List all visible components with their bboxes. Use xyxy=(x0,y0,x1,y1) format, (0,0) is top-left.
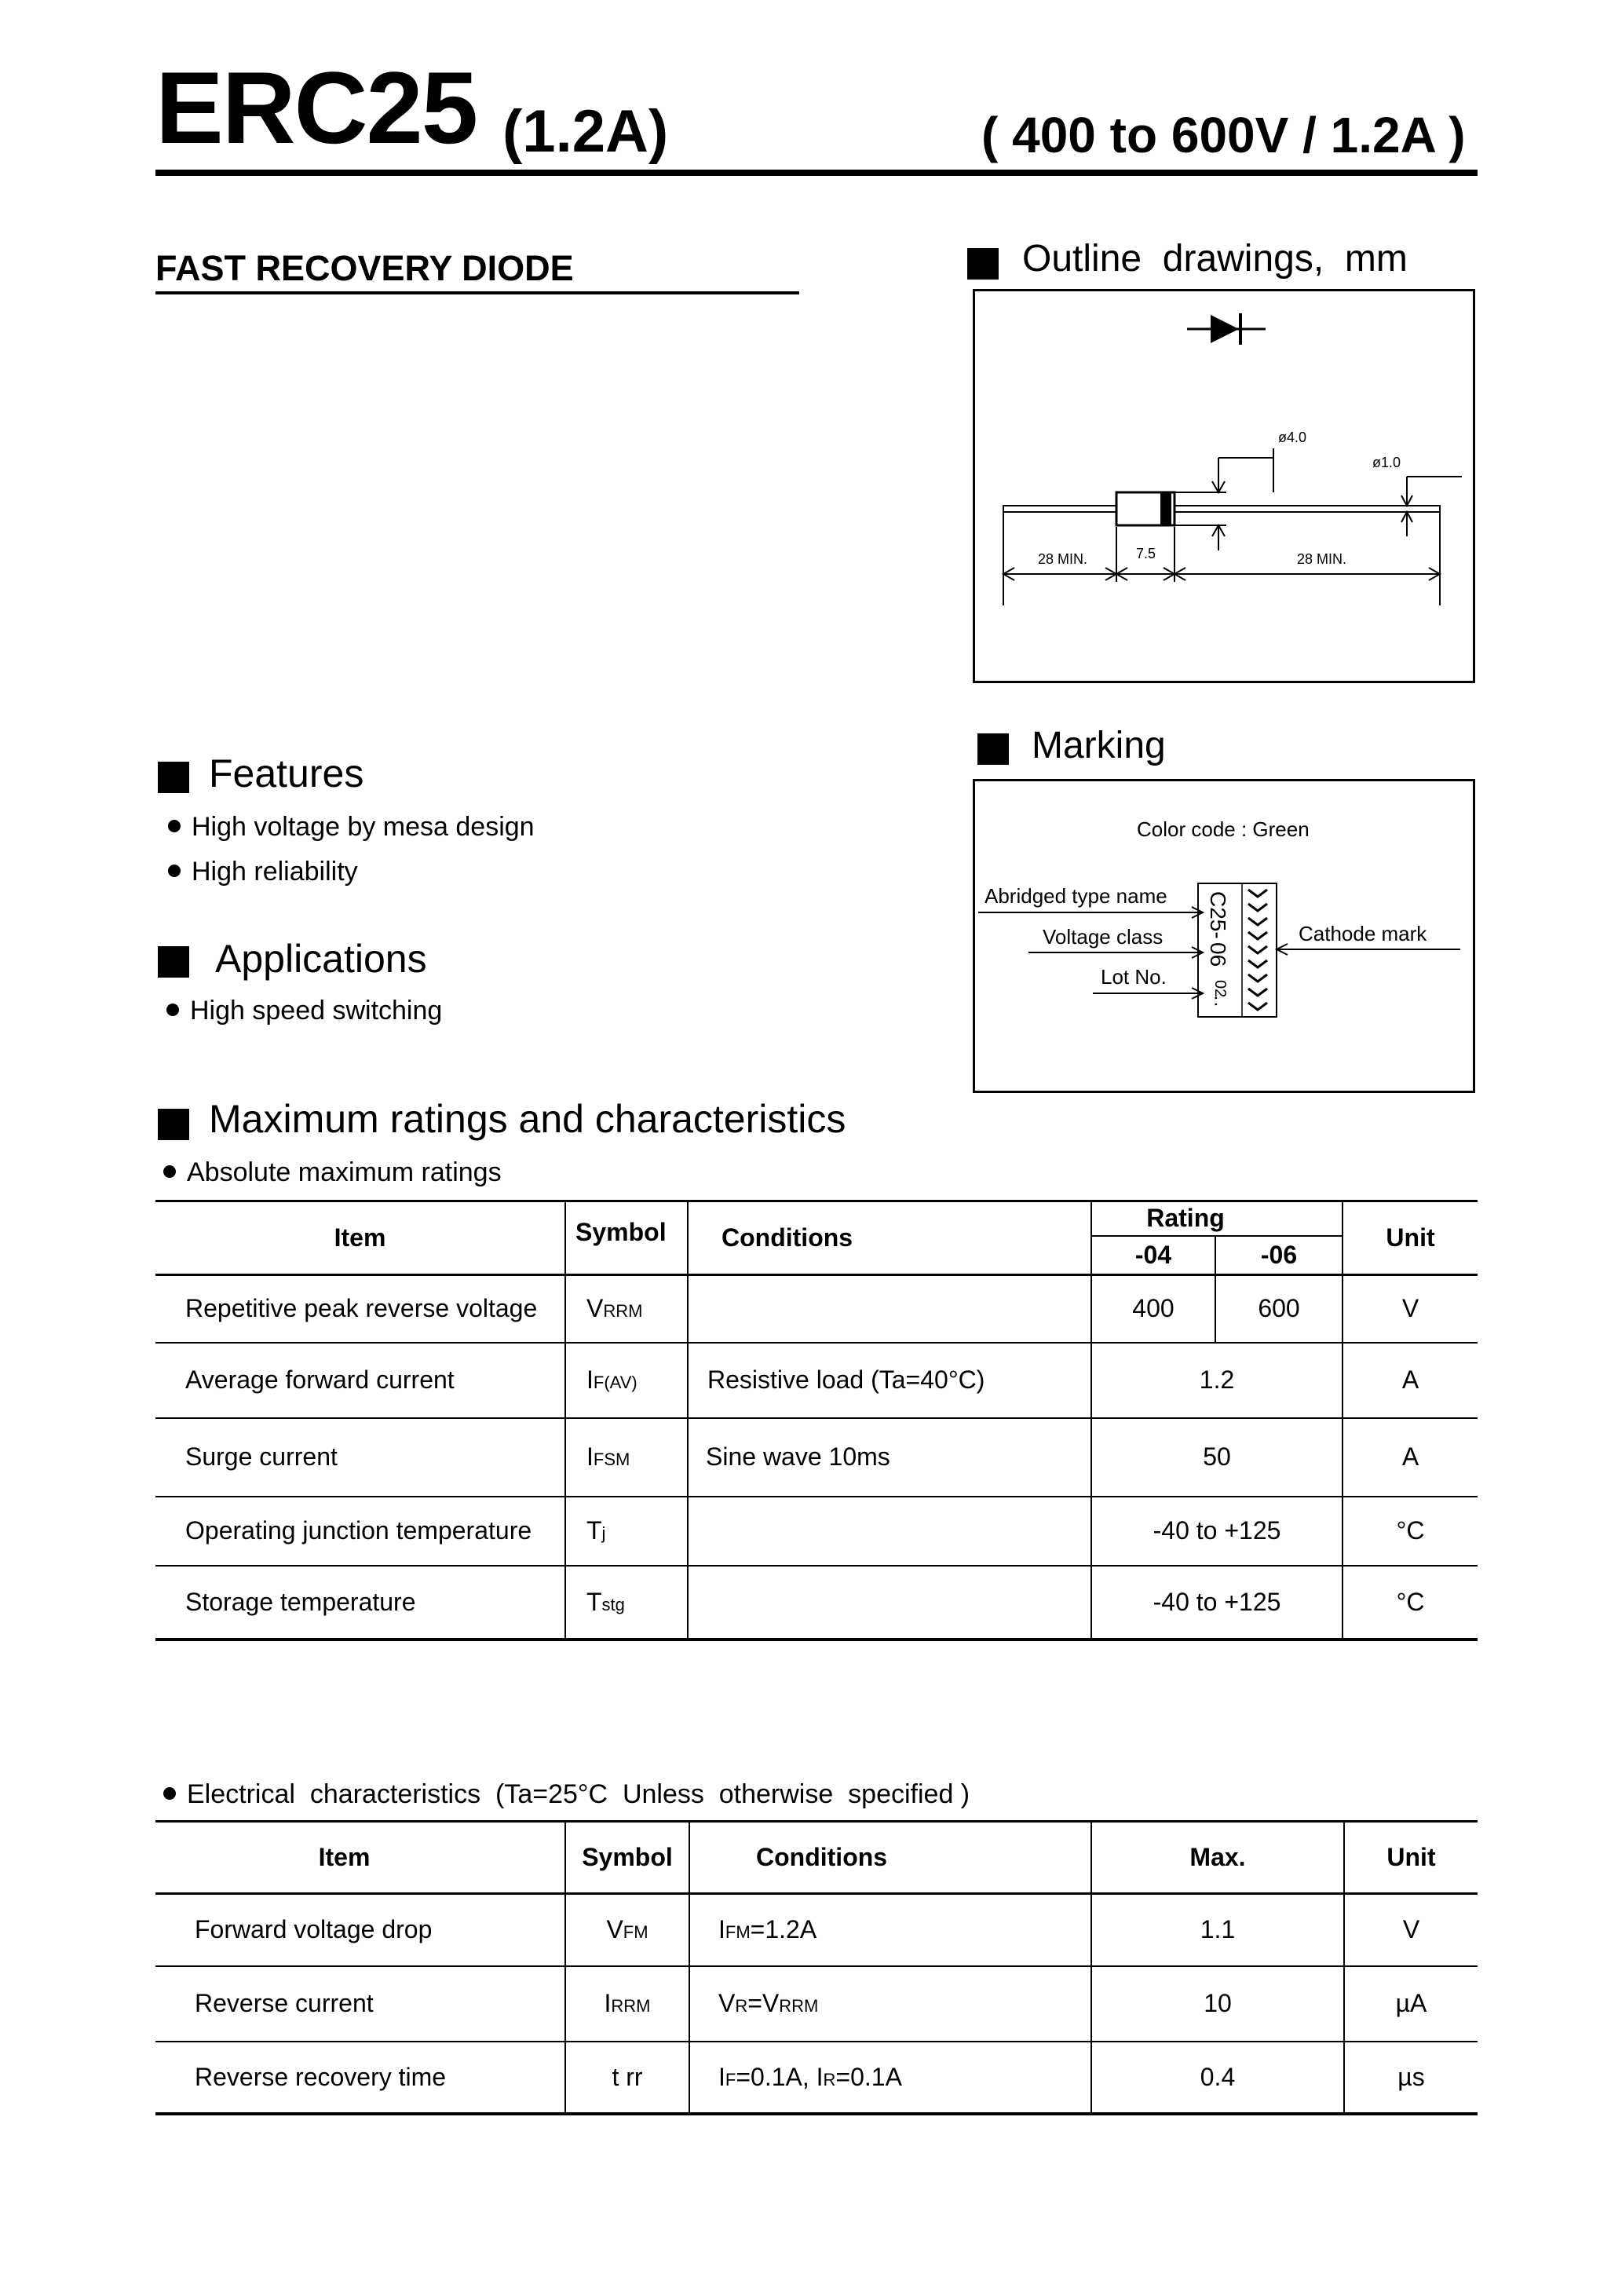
col-rating-04: -04 xyxy=(1091,1236,1215,1275)
table-row: Average forward current IF(AV) Resistive load (Ta=40°C) 1.2 A xyxy=(155,1343,1478,1418)
current-rating: (1.2A) xyxy=(502,98,669,165)
marking-box xyxy=(973,779,1475,1093)
col-conditions: Conditions xyxy=(689,1822,1091,1894)
code-voltage: 06 xyxy=(1206,942,1230,967)
marking-heading: Marking xyxy=(1032,725,1166,766)
electrical-table xyxy=(155,1820,1478,2115)
code-dots: ·· xyxy=(1206,995,1227,1007)
col-max: Max. xyxy=(1091,1822,1344,1894)
part-number: ERC25 xyxy=(155,50,477,165)
outline-bullet-icon xyxy=(967,248,999,280)
abs-ratings-label: Absolute maximum ratings xyxy=(163,1159,502,1186)
color-code: Color code : Green xyxy=(1137,817,1310,841)
features-bullet-icon xyxy=(158,762,189,793)
electrical-label: Electrical characteristics (Ta=25°C Unless otherwise specified ) xyxy=(163,1781,970,1808)
col-unit: Unit xyxy=(1344,1822,1478,1894)
abs-ratings-table xyxy=(155,1200,1478,1641)
left-lead xyxy=(1003,506,1116,512)
col-rating-06: -06 xyxy=(1215,1236,1343,1275)
table-row: Operating junction temperature Tj -40 to +125 °C xyxy=(155,1497,1478,1566)
col-item: Item xyxy=(318,1843,371,1871)
col-symbol: Symbol xyxy=(565,1822,689,1894)
table-row: Storage temperature Tstg -40 to +125 °C xyxy=(155,1566,1478,1640)
ratings-heading: Maximum ratings and characteristics xyxy=(209,1097,846,1141)
ratings-bullet-icon xyxy=(158,1109,189,1140)
header-rule xyxy=(155,170,1478,176)
applications-bullet-icon xyxy=(158,946,189,978)
device-type: FAST RECOVERY DIODE xyxy=(155,248,574,288)
cathode-band xyxy=(1160,492,1171,525)
outline-drawing-box xyxy=(973,289,1475,683)
marking-bullet-icon xyxy=(977,733,1009,765)
table-row: Reverse current IRRM VR=VRRM 10 µA xyxy=(155,1966,1478,2042)
label-voltage-class: Voltage class xyxy=(1043,925,1164,949)
dim-lead-left: 28 MIN. xyxy=(1038,551,1088,567)
voltage-range: ( 400 to 600V / 1.2A ) xyxy=(981,107,1466,163)
right-lead xyxy=(1174,506,1440,512)
table-row: Repetitive peak reverse voltage VRRM 400 600 V xyxy=(155,1275,1478,1343)
applications-heading: Applications xyxy=(215,937,427,981)
feature-item: High reliability xyxy=(168,858,358,885)
diode-symbol-icon xyxy=(1187,313,1266,345)
features-heading: Features xyxy=(209,751,364,795)
dim-body-diameter: ø4.0 xyxy=(1278,430,1307,445)
outline-heading: Outline drawings, mm xyxy=(1022,238,1408,280)
dim-lead-right: 28 MIN. xyxy=(1297,551,1347,567)
dim-body-length: 7.5 xyxy=(1136,546,1156,561)
dim-lead-diameter: ø1.0 xyxy=(1372,455,1401,470)
col-item: Item xyxy=(334,1223,386,1252)
col-symbol: Symbol xyxy=(565,1201,688,1275)
code-lot: 02 xyxy=(1211,980,1229,998)
subtitle-rule xyxy=(155,291,799,294)
label-lot: Lot No. xyxy=(1101,965,1167,989)
col-unit: Unit xyxy=(1343,1201,1478,1275)
table-row: Forward voltage drop VFM IFM=1.2A 1.1 V xyxy=(155,1894,1478,1966)
table-row: Reverse recovery time t rr IF=0.1A, IR=0.1A 0.4 µs xyxy=(155,2042,1478,2114)
table-row: Surge current IFSM Sine wave 10ms 50 A xyxy=(155,1418,1478,1497)
outline-drawing xyxy=(975,291,1473,681)
feature-item: High voltage by mesa design xyxy=(168,813,535,840)
label-cathode: Cathode mark xyxy=(1299,922,1427,945)
application-item: High speed switching xyxy=(166,997,442,1024)
col-conditions: Conditions xyxy=(688,1201,1091,1275)
label-abridged: Abridged type name xyxy=(985,884,1167,908)
marking-drawing xyxy=(975,781,1473,1091)
col-rating: Rating xyxy=(1091,1201,1343,1236)
code-type: C25- xyxy=(1206,891,1230,939)
